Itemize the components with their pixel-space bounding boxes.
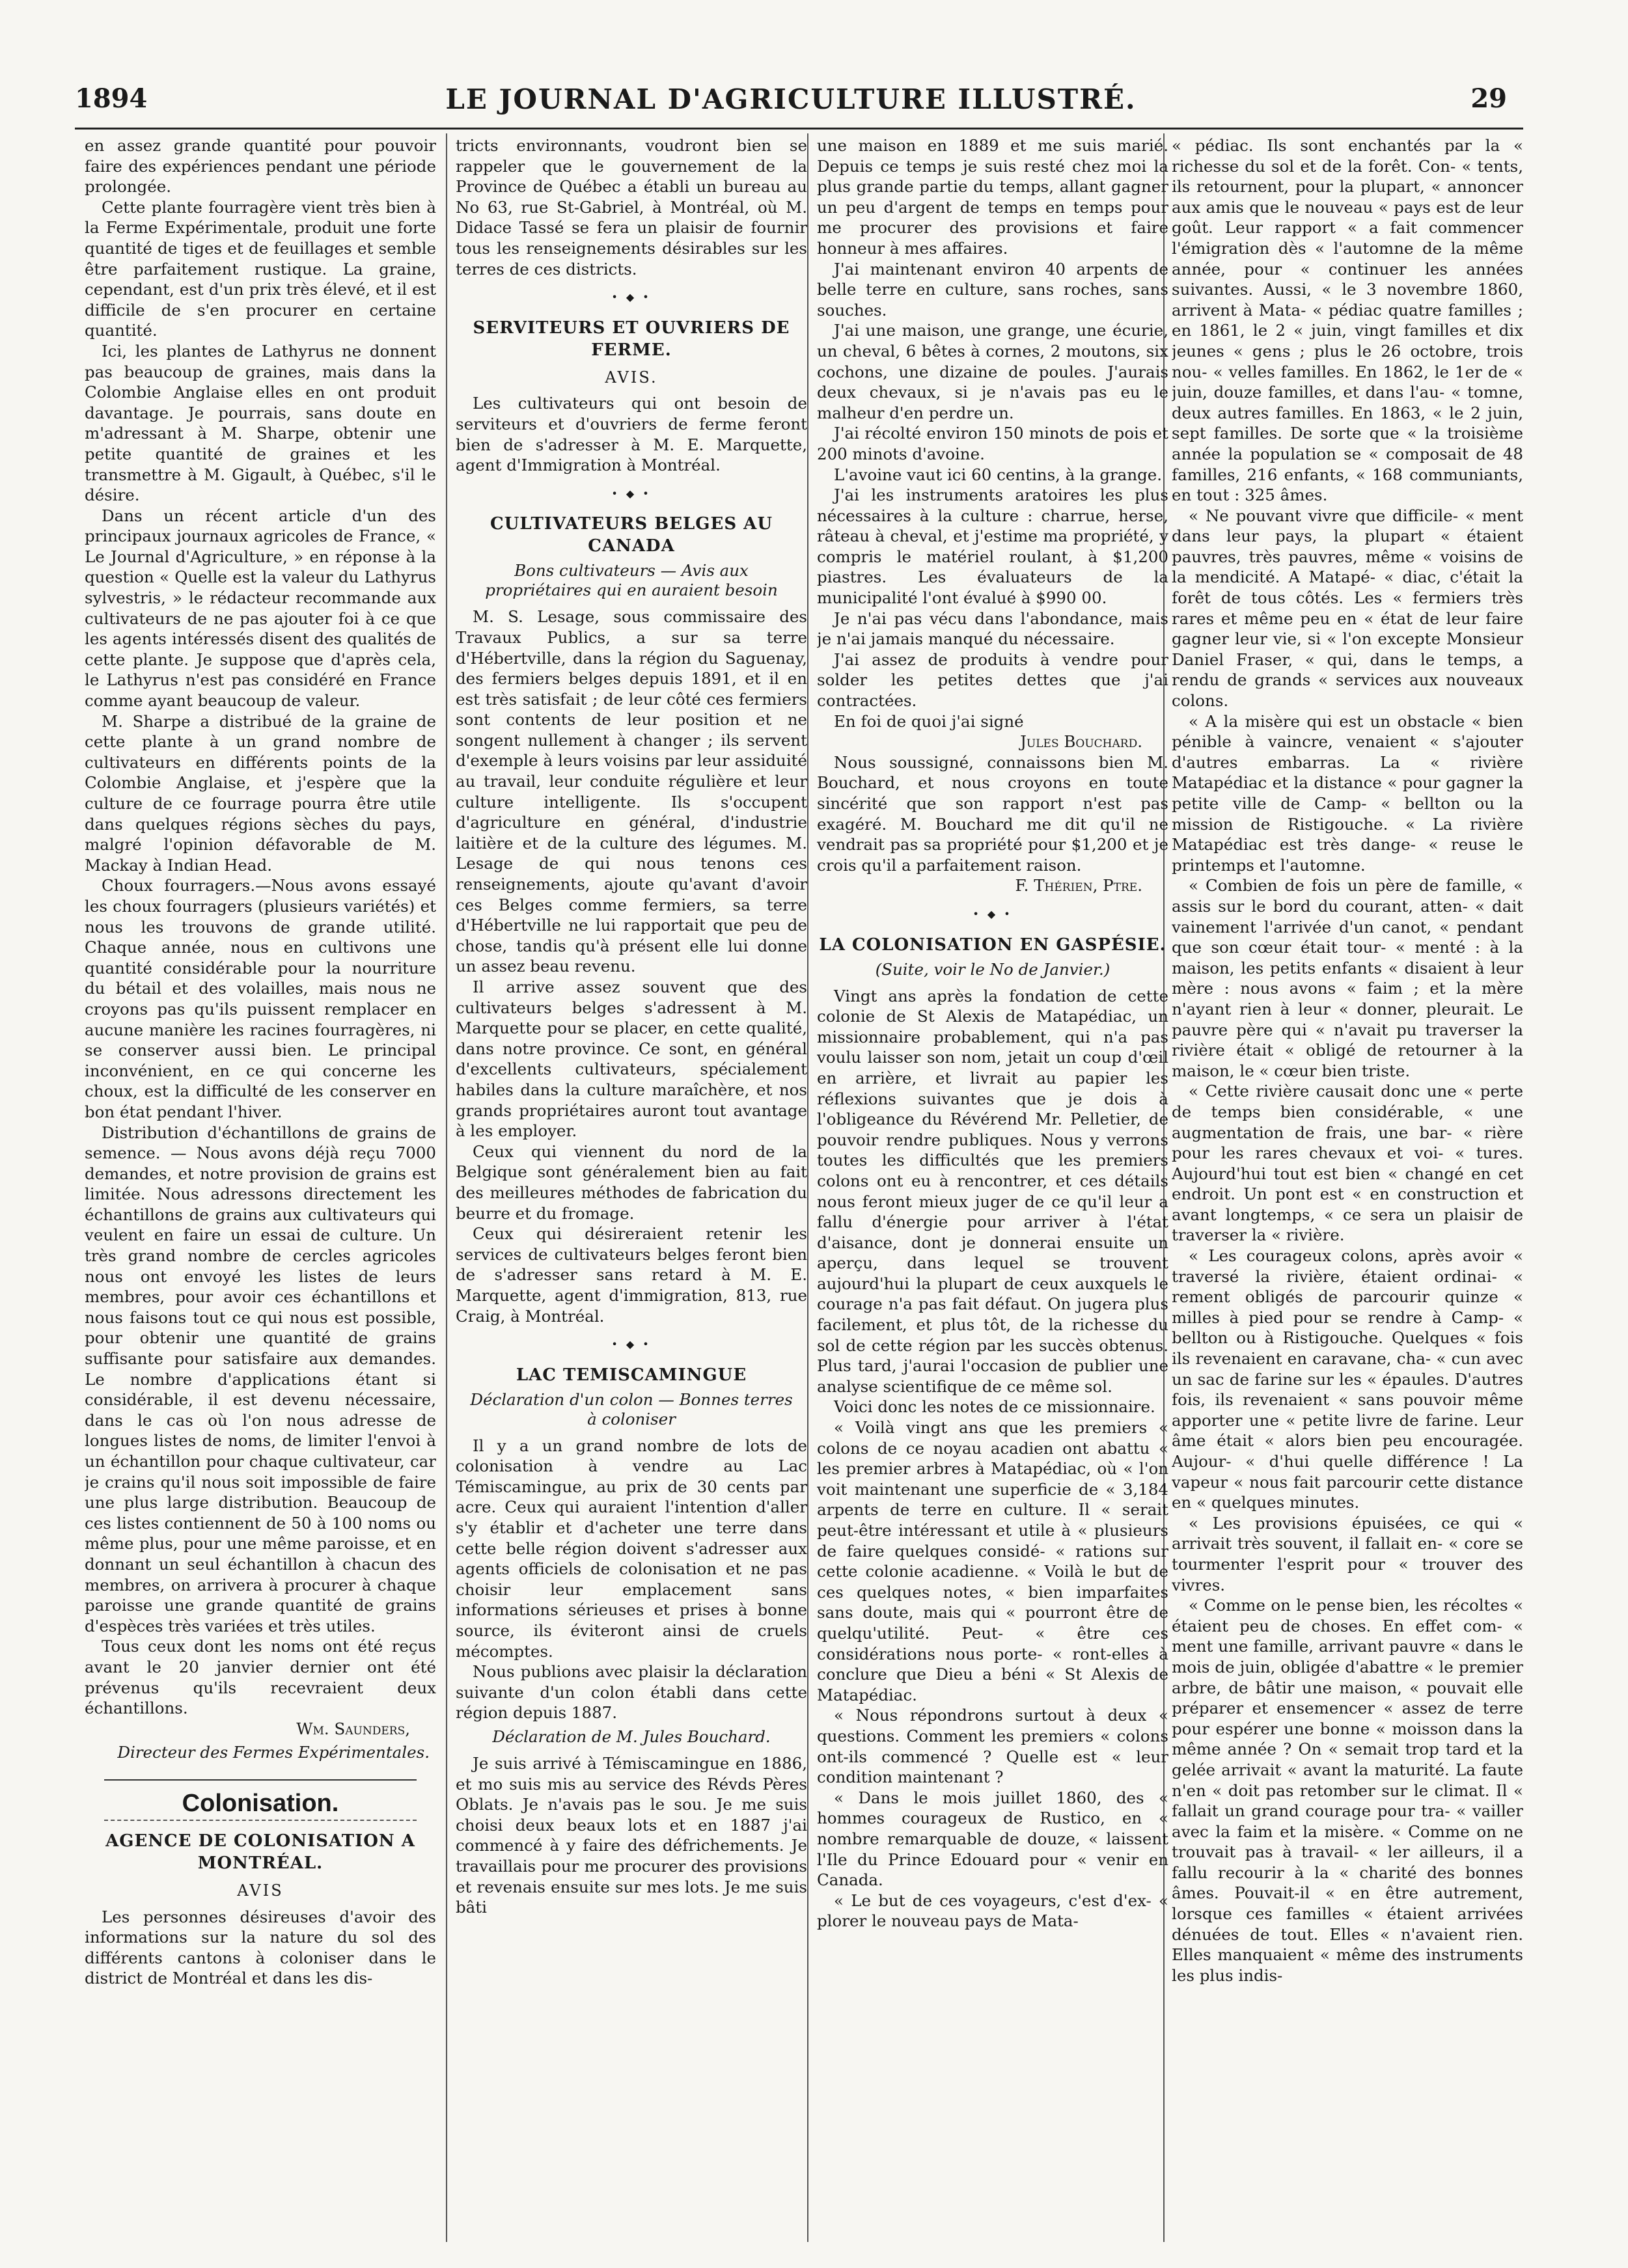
paragraph: « Nous répondrons surtout à deux « questions. Comment les premiers « colons ont-ils commencé ? Quelle est « leur condition maintenant ?	[817, 1706, 1168, 1787]
paragraph: Dans un récent article d'un des principaux journaux agricoles de France, « Le Journal d'Agriculture, » en réponse à la question « Quelle est la valeur du Lathyrus sylvestris, » le rédacteur recommande aux cultivateurs de ne pas ajouter foi à ce que les agents intéressés disent des qualités de cette plante. Je suppose que d'après cela, le Lathyrus n'est pas considéré en France comme ayant beaucoup de valeur.	[85, 506, 436, 711]
paragraph: « Combien de fois un père de famille, « assis sur le bord du courant, atten- « dait vainement l'arrivée d'un canot, « pendant que son cœur était tour- « menté : à la maison, les petits enfants « disaient à leur mère : nous avons « faim ; et la mère n'ayant rien à leur « donner, pleurait. Le pauvre père qui « n'avait pu traverser la rivière était « obligé de retourner à la maison, le « cœur bien triste.	[1172, 876, 1523, 1080]
paragraph: Ceux qui désireraient retenir les services de cultivateurs belges feront bien de s'adresser sans retard à M. E. Marquette, agent d'immigration, 813, rue Craig, à Montréal.	[456, 1224, 807, 1326]
paragraph: Les personnes désireuses d'avoir des informations sur la nature du sol des différents cantons à coloniser dans le district de Montréal et dans les dis-	[85, 1907, 436, 1988]
paragraph: « Dans le mois juillet 1860, des « hommes courageux de Rustico, en « nombre remarquable de douze, « laissent l'Ile du Prince Edouard pour « venir en Canada.	[817, 1788, 1168, 1890]
section-rule	[104, 1779, 417, 1781]
paragraph: « Ne pouvant vivre que difficile- « ment dans leur pays, la plupart « étaient pauvres, très pauvres, même « voisins de la mendicité. A Matapé- « diac, c'était la forêt de tous côtés. Les « fermiers très rares et même peu en « état de leur faire gagner leur vie, si « l'on excepte Monsieur Daniel Fraser, « qui, dans le temps, a rendu de grands « services aux nouveaux colons.	[1172, 506, 1523, 711]
section-rule	[104, 1820, 417, 1821]
paragraph: « pédiac. Ils sont enchantés par la « richesse du sol et de la forêt. Con- « tents, ils retournent, pour la plupart, « annoncer aux amis que le nouveau « pays est de leur goût. Leur rapport « a fait commencer l'émigration dès « l'automne de la même année, pour « continuer les années suivantes. Aussi, « le 3 novembre 1860, arrivent à Mata- « pédiac quatre familles ; en 1861, le 2 « juin, vingt familles et dix jeunes « gens ; plus le 26 octobre, trois nou- « velles familles. En 1862, le 1er de « juin, douze familles, et dans l'au- « tomne, deux autres familles. En 1863, « le 2 juin, sept familles. De sorte que « la troisième année la population se « composait de 48 familles, 216 enfants, « 168 communiants, en tout : 325 âmes.	[1172, 136, 1523, 505]
paragraph: Cette plante fourragère vient très bien à la Ferme Expérimentale, produit une forte quantité de tiges et de feuillages et semble être parfaitement rustique. La graine, cependant, est d'un prix très élevé, et il est difficile de s'en procurer en certaine quantité.	[85, 197, 436, 340]
journal-title: LE JOURNAL D'AGRICULTURE ILLUSTRÉ.	[445, 83, 1137, 115]
paragraph: Voici donc les notes de ce missionnaire.	[834, 1397, 1155, 1417]
paragraph: Ici, les plantes de Lathyrus ne donnent pas beaucoup de graines, mais dans la Colombie Anglaise elles en ont produit davantage. Je pourrais, sans doute en m'adressant à M. Sharpe, obtenir une petite quantité de graines et les transmettre à M. Gigault, à Québec, s'il le désire.	[85, 341, 436, 505]
article-heading: LAC TEMISCAMINGUE	[516, 1365, 747, 1385]
article-heading: LA COLONISATION EN GASPÉSIE.	[819, 935, 1166, 955]
paragraph: Les cultivateurs qui ont besoin de serviteurs et d'ouvriers de ferme feront bien de s'adresser à M. E. Marquette, agent d'Immigration à Montréal.	[456, 394, 807, 475]
paragraph: Nous soussigné, connaissons bien M. Bouchard, et nous croyons en toute sincérité que son rapport n'est pas exagéré. M. Bouchard me dit qu'il ne vendrait pas sa propriété pour $1,200 et je crois qu'il a parfaitement raison.	[817, 752, 1168, 875]
paragraph: Je n'ai pas vécu dans l'abondance, mais je n'ai jamais manqué du nécessaire.	[817, 608, 1168, 649]
article-heading: SERVITEURS ET OUVRIERS DE FERME.	[473, 318, 790, 360]
paragraph: « Le but de ces voyageurs, c'est d'ex- « plorer le nouveau pays de Mata-	[817, 1891, 1168, 1931]
column-4	[1172, 135, 1523, 2242]
paragraph: M. Sharpe a distribué de la graine de cette plante à un grand nombre de cultivateurs en différents points de la Colombie Anglaise, et j'espère que la culture de ce fourrage pourra être utile dans quelques régions sèches du pays, malgré l'opinion défavorable de M. Mackay à Indian Head.	[85, 711, 436, 875]
paragraph: Nous publions avec plaisir la déclaration suivante d'un colon établi dans cette région depuis 1887.	[456, 1662, 807, 1723]
paragraph: en assez grande quantité pour pouvoir faire des expériences pendant une période prolongée.	[85, 136, 436, 197]
article-subtitle: Bons cultivateurs — Avis aux propriétaires qui en auraient besoin	[485, 561, 778, 600]
signature-name: F. Thérien, Ptre.	[1015, 876, 1142, 895]
paragraph: une maison en 1889 et me suis marié. Depuis ce temps je suis resté chez moi la plus grande partie du temps, allant gagner un peu d'argent de temps en temps pour me procurer des provisions et faire honneur à mes affaires.	[817, 136, 1168, 258]
column-1	[85, 135, 436, 2242]
column-3	[817, 135, 1168, 2242]
paragraph: Ceux qui viennent du nord de la Belgique sont généralement bien au fait des meilleures méthodes de fabrication du beurre et du fromage.	[456, 1141, 807, 1223]
section-title-colonisation: Colonisation.	[182, 1790, 339, 1818]
paragraph: Vingt ans après la fondation de cette colonie de St Alexis de Matapédiac, un missionnaire probablement, qui n'a pas voulu laisser son nom, jetait un coup d'œil en arrière, et livrait au papier les réflexions suivantes que je dois à l'obligeance du Révérend Mr. Pelletier, de pouvoir rendre publiques. Nous y verrons toutes les difficultés que les premiers colons ont eu à rencontrer, et ces détails nous feront mieux juger de ce qu'il leur a fallu d'énergie pour arriver à l'état d'aisance, dont je donnerai ensuite un aperçu, dans lequel se trouvent aujourd'hui la plupart de ceux auxquels le courage n'a pas fait défaut. On jugera plus facilement, et plus tôt, de la richesse du sol de cette région par les succès obtenus. Plus tard, j'aurai l'occasion de publier une analyse scientifique de ce même sol.	[817, 986, 1168, 1396]
signature-name: Wm. Saunders,	[296, 1719, 410, 1738]
paragraph: tricts environnants, voudront bien se rappeler que le gouvernement de la Province de Québec a établi un bureau au No 63, rue St-Gabriel, à Montréal, où M. Didace Tassé se fera un plaisir de fournir tous les renseignements désirables sur les terres de ces districts.	[456, 136, 807, 279]
article-heading: CULTIVATEURS BELGES AU CANADA	[490, 514, 773, 556]
paragraph: « Comme on le pense bien, les récoltes « étaient peu de choses. En effet com- « ment une famille, arrivant pauvre « dans le mois de juin, obligée d'abattre « le premier arbre, de bâtir une maison, « pouvait elle préparer et ensemencer « assez de terre pour espérer une bonne « moisson dans la même année ? On « semait trop tard et la gelée arrivait « avant la maturité. La faute n'en « doit pas retomber sur le climat. Il « fallait un grand courage pour tra- « vailler avec la faim et la misère. « Comme on ne trouvait pas à travail- « ler ailleurs, il a fallu recourir à la « charité des bonnes âmes. Pouvait-il « en être autrement, lorsque ces familles « étaient arrivées dénuées de tout. Elles « n'avaient rien. Elles manquaient « même des instruments les plus indis-	[1172, 1596, 1523, 1985]
ornament: • ◆ •	[611, 291, 652, 304]
paragraph: « Cette rivière causait donc une « perte de temps bien considérable, « une augmentation de frais, une bar- « rière pour les rares chevaux et voi- « tures. Aujourd'hui tout est bien « changé en cet endroit. Un pont est « en construction et avant longtemps, « ce sera un plaisir de traverser la « rivière.	[1172, 1082, 1523, 1245]
ornament: • ◆ •	[611, 1338, 652, 1351]
paragraph: J'ai maintenant environ 40 arpents de belle terre en culture, sans roches, sans souches.	[817, 259, 1168, 320]
ornament: • ◆ •	[611, 487, 652, 500]
paragraph: L'avoine vaut ici 60 centins, à la grange.	[834, 465, 1163, 484]
article-heading: AGENCE DE COLONISATION A MONTRÉAL.	[105, 1831, 415, 1873]
paragraph: Il arrive assez souvent que des cultivateurs belges s'adressent à M. Marquette pour se placer, en cette qualité, dans notre province. Ce sont, en général d'excellents cultivateurs, spécialement habiles dans la culture maraîchère, et nos grands propriétaires auront tout avantage à les employer.	[456, 977, 807, 1141]
article-subtitle: Déclaration de M. Jules Bouchard.	[492, 1727, 771, 1746]
column-divider	[446, 133, 447, 2242]
paragraph: « A la misère qui est un obstacle « bien pénible à vaincre, venaient « s'ajouter d'autres embarras. La « rivière Matapédiac et la distance « pour gagner la petite ville de Camp- « bellton ou la mission de Ristigouche. « La rivière Matapédiac est très dange- « reuse le printemps et l'automne.	[1172, 711, 1523, 875]
column-divider	[807, 133, 808, 2242]
paragraph: « Les courageux colons, après avoir « traversé la rivière, étaient ordinai- « rement obligés de parcourir quinze « milles à pied pour se rendre à Camp- « bellton ou à Ristigouche. Quelques « fois ils revenaient en caravane, cha- « cun avec un sac de farine sur les « épaules. D'autres fois, ils revenaient « sans pouvoir même apporter une « petite livre de farine. Leur âme était « alors bien peu encouragée. Aujour- « d'hui quelle différence ! La vapeur « nous fait parcourir cette distance en « quelques minutes.	[1172, 1246, 1523, 1512]
header-rule	[75, 128, 1523, 130]
signature-title: Directeur des Fermes Expérimentales.	[117, 1743, 430, 1762]
ornament: • ◆ •	[973, 907, 1013, 920]
column-2	[456, 135, 807, 2242]
paragraph: Distribution d'échantillons de grains de semence. — Nous avons déjà reçu 7000 demandes, et notre provision de grains est limitée. Nous adressons directement les échantillons de grains aux cultivateurs qui veulent en faire un essai de culture. Un très grand nombre de cercles agricoles nous ont envoyé les listes de leurs membres, pour avoir ces échantillons et nous faisons tout ce qui nous est possible, pour obtenir une quantité de grains suffisante pour satisfaire aux demandes. Le nombre d'applications étant si considérable, il est devenu nécessaire, dans le cas où l'on nous adresse de longues listes de noms, de limiter l'envoi à un échantillon pour chaque cultivateur, car je crains qu'il nous soit impossible de faire une plus large distribution. Beaucoup de ces listes contiennent de 50 à 100 noms ou même plus, pour une même paroisse, et en donnant un seul échantillon à chacun des membres, on arrivera à procurer à chaque paroisse une grande quantité de grains d'espèces très variées et très utiles.	[85, 1123, 436, 1635]
paragraph: J'ai récolté environ 150 minots de pois et 200 minots d'avoine.	[817, 424, 1168, 463]
signature-name: Jules Bouchard.	[1020, 732, 1142, 752]
paragraph: M. S. Lesage, sous commissaire des Travaux Publics, a sur sa terre d'Hébertville, dans la région du Saguenay, des fermiers belges depuis 1891, et il en est très satisfait ; de leur côté ces fermiers sont contents de leur position et ne songent nullement à changer ; ils servent d'exemple à leurs voisins par leur assiduité au travail, leur conduite régulière et leur culture intelligente. Ils s'occupent d'agriculture en général, d'industrie laitière et de la culture des légumes. M. Lesage de qui nous tenons ces renseignements, ajoute qu'avant d'avoir ces Belges comme fermiers, sa terre d'Hébertville ne lui rapportait que peu de chose, tandis qu'à présent elle lui donne un assez beau revenu.	[456, 607, 807, 976]
paragraph: Je suis arrivé à Témiscamingue en 1886, et mo suis mis au service des Révds Pères Oblats. Je n'avais pas le sou. Je me suis choisi deux beaux lots et en 1887 j'ai commencé à y faire des défrichements. Je travaillais pour me procurer des provisions et revenais ensuite sur mes lots. Je me suis bâti	[456, 1754, 807, 1917]
article-subheading: AVIS	[237, 1881, 284, 1900]
paragraph: J'ai les instruments aratoires les plus nécessaires à la culture : charrue, herse, râteau à cheval, et j'estime ma propriété, y compris le matériel roulant, à $1,200 piastres. Les évaluateurs de la municipalité l'ont évalué à $990 00.	[817, 485, 1168, 608]
paragraph: Il y a un grand nombre de lots de colonisation à vendre au Lac Témiscamingue, au prix de 30 cents par acre. Ceux qui auraient l'intention d'aller s'y établir et d'acheter une terre dans cette belle région doivent s'adresser aux agents officiels de colonisation et ne pas choisir leur emplacement sans informations sérieuses et prises à bonne source, ils éviteront ainsi de cruels mécomptes.	[456, 1436, 807, 1661]
paragraph: Choux fourragers.—Nous avons essayé les choux fourragers (plusieurs variétés) et nous les trouvons de grande utilité. Chaque année, nous en cultivons une quantité considérable pour la nourriture du bétail et des volailles, mais nous ne croyons pas qu'ils puissent remplacer en aucune manière les racines fourragères, ni se conserver aussi bien. Le principal inconvénient, en ce qui concerne les choux, est la difficulté de les conserver en bon état pendant l'hiver.	[85, 876, 436, 1121]
paragraph: « Voilà vingt ans que les premiers « colons de ce noyau acadien ont abattu « les premier arbres à Matapédiac, où « l'on voit maintenant une superficie de « 3,184 arpents de terre en culture. Il « serait peut-être intéressant et utile à « plusieurs de faire quelques considé- « rations sur cette colonie acadienne. « Voilà le but de ces quelques notes, « bien imparfaites sans doute, mais qui « pourront être de quelqu'utilité. Peut- « être ces considérations nous porte- « ront-elles à conclure que Dieu a béni « St Alexis de Matapédiac.	[817, 1418, 1168, 1704]
paragraph: J'ai assez de produits à vendre pour solder les petites dettes que j'ai contractées.	[817, 649, 1168, 711]
paragraph: En foi de quoi j'ai signé	[834, 711, 1024, 731]
paragraph: J'ai une maison, une grange, une écurie, un cheval, 6 bêtes à cornes, 2 moutons, six cochons, une dizaine de poules. J'aurais deux chevaux, si je n'avais pas eu le malheur d'en perdre un.	[817, 321, 1168, 422]
page-number: 29	[1470, 83, 1507, 114]
article-subtitle: (Suite, voir le No de Janvier.)	[875, 959, 1111, 979]
article-subheading: AVIS.	[605, 368, 658, 387]
paragraph: « Les provisions épuisées, ce qui « arrivait très souvent, il fallait en- « core se tourmenter l'esprit pour « trouver des vivres.	[1172, 1513, 1523, 1594]
page-header	[75, 78, 1507, 124]
article-subtitle: Déclaration d'un colon — Bonnes terres à coloniser	[470, 1389, 793, 1428]
header-year: 1894	[75, 83, 148, 114]
paragraph: Tous ceux dont les noms ont été reçus avant le 20 janvier dernier ont été prévenus qu'ils recevraient deux échantillons.	[85, 1637, 436, 1718]
